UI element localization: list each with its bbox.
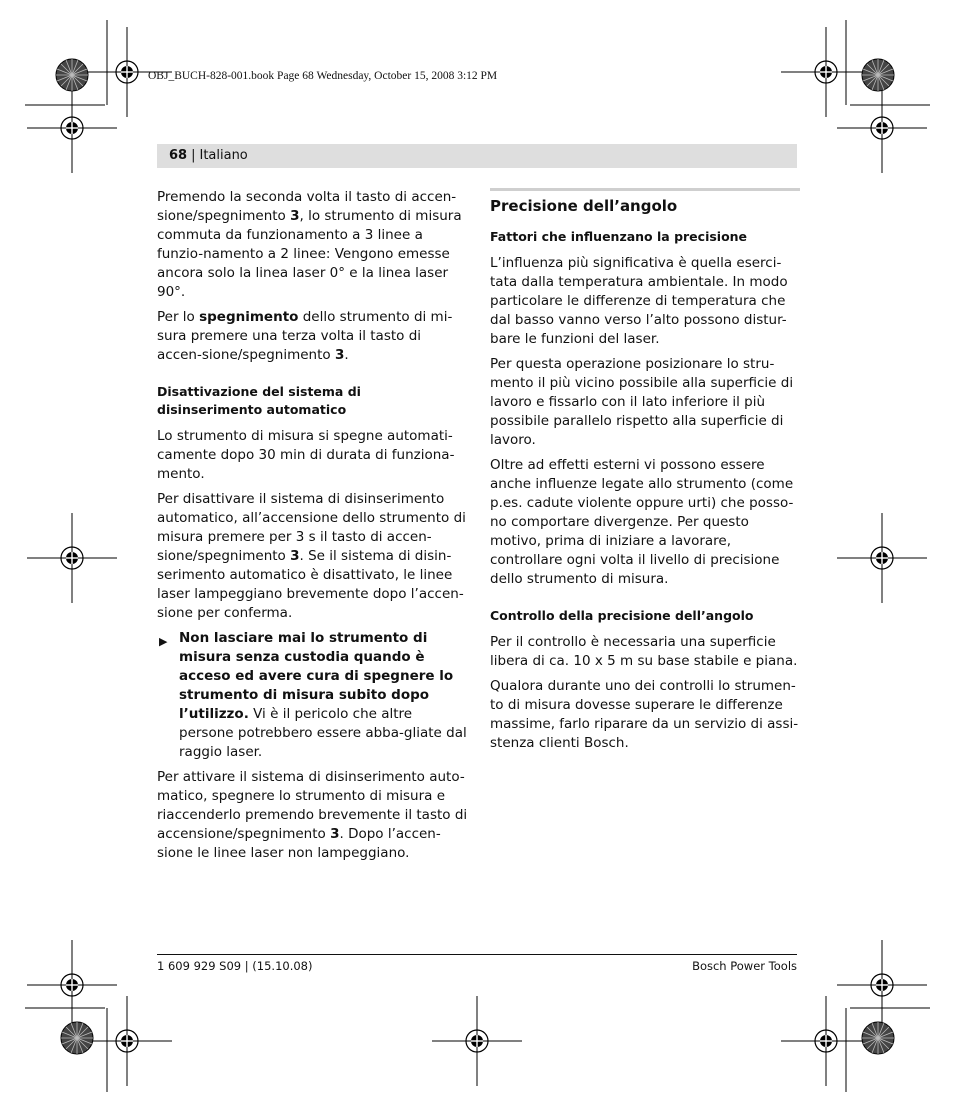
- paragraph: Qualora durante uno dei controlli lo strumen-to di misura dovesse superare le differenze massime, farlo riparare da un servizio di assi-stenza clienti Bosch.: [490, 678, 799, 751]
- paragraph: Per attivare il sistema di disinserimento auto-matico, spegnere lo strumento di misura e riaccenderlo premendo brevemente il tasto di accensione/spegnimento 3. Dopo l’accen-sione le linee laser non lampeggiano.: [157, 769, 468, 861]
- triangle-bullet-icon: ▶: [159, 635, 168, 648]
- paragraph: Premendo la seconda volta il tasto di accen-sione/spegnimento 3, lo strumento di misura commuta da funzionamento a 3 linee a funzio-namento a 2 linee: Vengono emesse ancora solo la linea laser 0° e la linea laser 90°.: [157, 189, 462, 300]
- paragraph: Lo strumento di misura si spegne automati-camente dopo 30 min di durata di funziona-mento.: [157, 428, 455, 482]
- paragraph: Per lo spegnimento dello strumento di mi-sura premere una terza volta il tasto di accen-sione/spegnimento 3.: [157, 309, 453, 363]
- print-info-line: OBJ_BUCH-828-001.book Page 68 Wednesday, October 15, 2008 3:12 PM: [148, 70, 498, 82]
- paragraph: Oltre ad effetti esterni vi possono essere anche influenze legate allo strumento (come p.es. cadute violente oppure urti) che posso-no comportare divergenze. Per questo motivo, prima di iniziare a lavorare, controllare ogni volta il livello di precisione dello strumento di misura.: [490, 457, 794, 587]
- section-title: Precisione dell’angolo: [490, 197, 678, 215]
- footer-brand: Bosch Power Tools: [692, 959, 797, 973]
- header-separator: |: [191, 148, 196, 163]
- page-header: [157, 144, 797, 168]
- right-column: [490, 188, 800, 759]
- page-number: 68: [169, 148, 188, 163]
- paragraph: Per questa operazione posizionare lo stru-mento il più vicino possibile alla superficie di lavoro e fissarlo con il lato inferiore il più possibile parallelo rispetto alla superficie di lavoro.: [490, 356, 794, 448]
- paragraph: Per disattivare il sistema di disinserimento automatico, all’accensione dello strumento di misura premere per 3 s il tasto di accen-sione/spegnimento 3. Se il sistema di disin-serimento automatico è disattivato, le linee laser lampeggiano brevemente dopo l’accen-sione per conferma.: [157, 491, 466, 621]
- subsection-heading: Controllo della precisione dell’angolo: [490, 608, 754, 623]
- section-heading: Disattivazione del sistema di disinserimento automatico: [157, 384, 361, 417]
- footer-rule: [157, 954, 797, 955]
- left-column: [157, 188, 469, 869]
- header-language: Italiano: [199, 148, 248, 163]
- warning-bullet: ▶ Non lasciare mai lo strumento di misura senza custodia quando è acceso ed avere cura di spegnere lo strumento di misura subito dopo l’utilizzo. Vi è il pericolo che altre persone potrebbero essere abba-gliate dal raggio laser.: [159, 630, 467, 760]
- paragraph: L’influenza più significativa è quella eserci-tata dalla temperatura ambientale. In modo particolare le differenze di temperatura che dal basso vanno verso l’alto possono distur-bare le funzioni del laser.: [490, 255, 788, 347]
- subsection-heading: Fattori che influenzano la precisione: [490, 229, 748, 244]
- paragraph: Per il controllo è necessaria una superficie libera di ca. 10 x 5 m su base stabile e piana.: [490, 634, 798, 669]
- footer-document-number: 1 609 929 S09 | (15.10.08): [157, 959, 313, 973]
